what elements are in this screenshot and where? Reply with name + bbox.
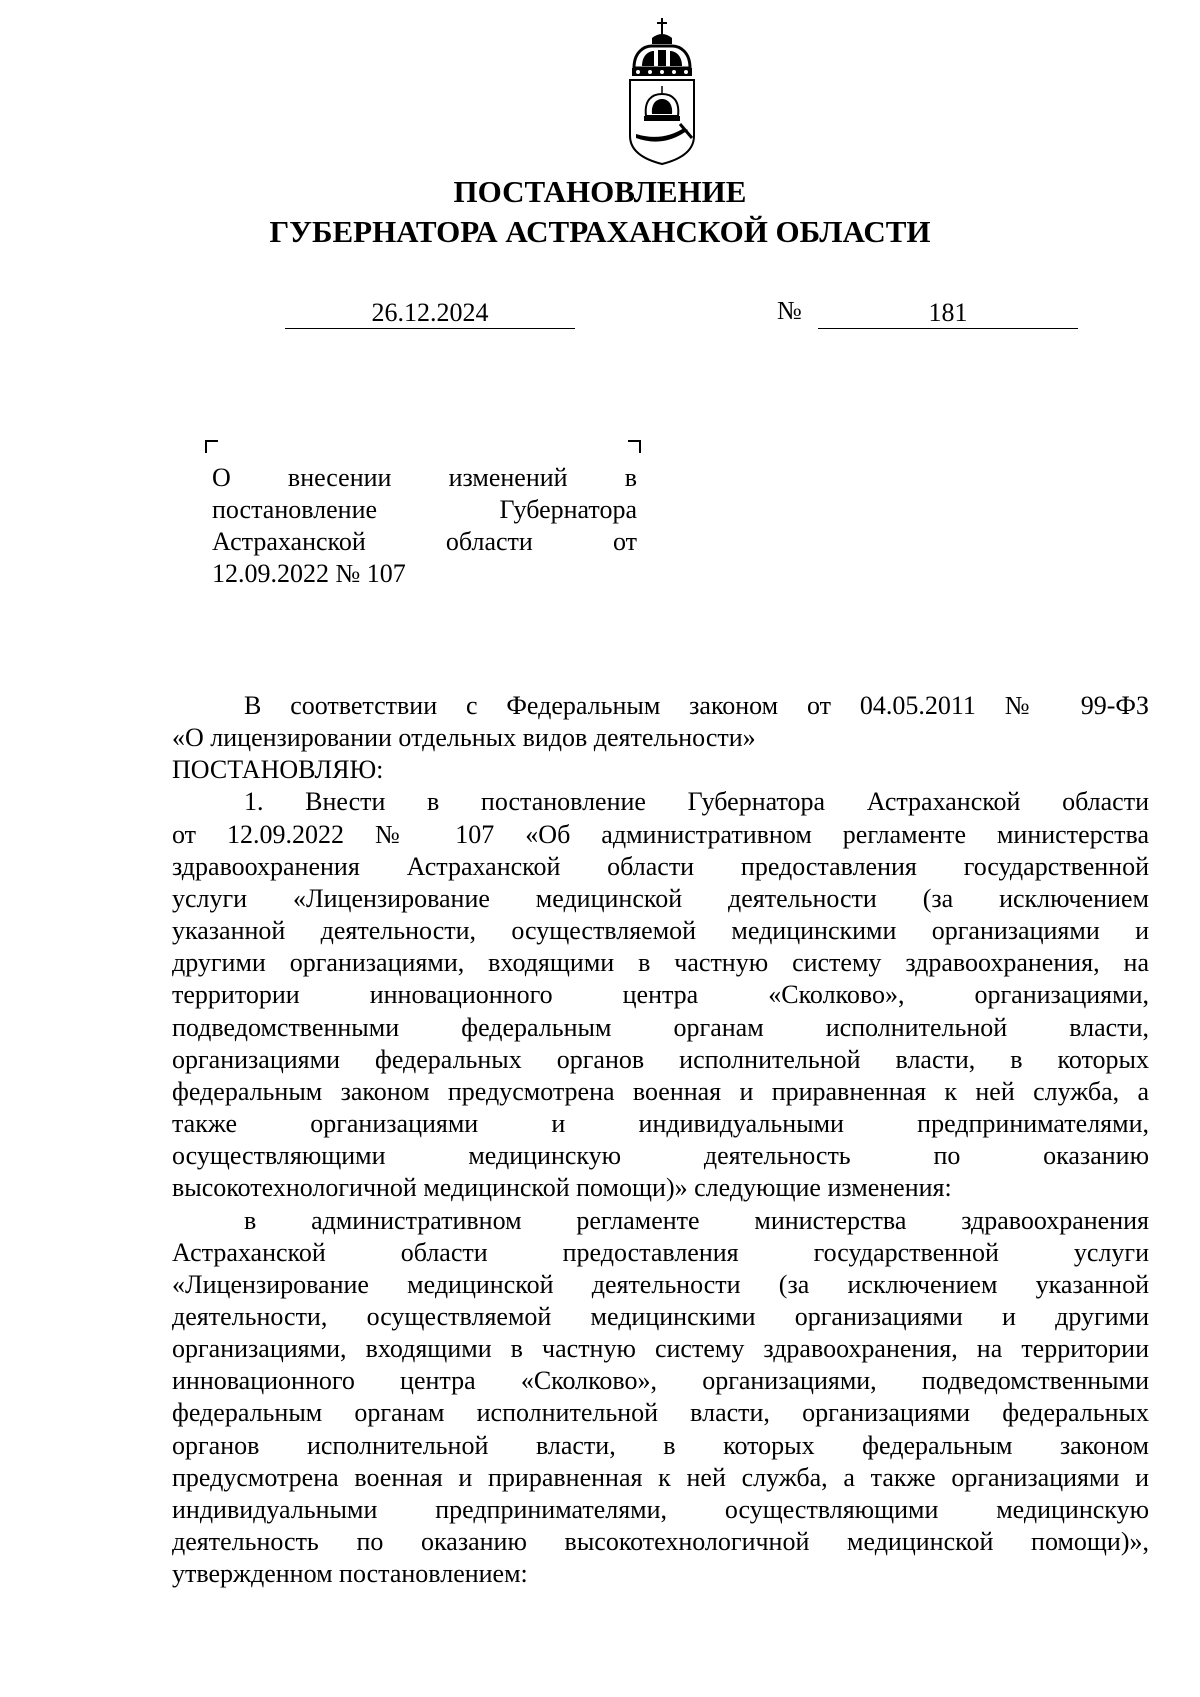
number-sign: №: [777, 296, 802, 325]
body-line: инновационного центра «Сколково», организациями, подведомственными: [172, 1366, 1149, 1396]
subject-line: 12.09.2022 № 107: [212, 559, 406, 588]
body-line: организациями федеральных органов исполнительной власти, в которых: [172, 1044, 1149, 1074]
body-line: 1. Внести в постановление Губернатора Астраханской области: [244, 787, 1149, 817]
body-line: другими организациями, входящими в частную систему здравоохранения, на: [172, 948, 1149, 978]
body-line: указанной деятельности, осуществляемой медицинскими организациями и: [172, 916, 1149, 946]
body-line: здравоохранения Астраханской области предоставления государственной: [172, 851, 1149, 881]
body-line: «Лицензирование медицинской деятельности (за исключением указанной: [172, 1269, 1149, 1299]
body-line: «О лицензировании отдельных видов деятельности»: [172, 723, 756, 753]
coat-of-arms-icon: [622, 16, 702, 166]
subject-line: Астраханской области от: [212, 527, 637, 556]
document-number: 181: [818, 298, 1078, 329]
body-line: утвержденном постановлением:: [172, 1559, 528, 1589]
body-line: федеральным органам исполнительной власти, организациями федеральных: [172, 1398, 1149, 1428]
subject-corner-left: [205, 440, 218, 453]
body-line: органов исполнительной власти, в которых федеральным законом: [172, 1430, 1149, 1460]
body-line: Астраханской области предоставления государственной услуги: [172, 1237, 1149, 1267]
body-line: услуги «Лицензирование медицинской деятельности (за исключением: [172, 883, 1149, 913]
body-line: также организациями и индивидуальными предпринимателями,: [172, 1109, 1149, 1139]
body-line: индивидуальными предпринимателями, осуществляющими медицинскую: [172, 1494, 1149, 1524]
body-line: федеральным законом предусмотрена военная и приравненная к ней служба, а: [172, 1076, 1149, 1106]
body-line: предусмотрена военная и приравненная к ней служба, а также организациями и: [172, 1462, 1149, 1492]
body-line: в административном регламенте министерства здравоохранения: [244, 1205, 1149, 1235]
document-subject: [212, 462, 637, 590]
body-line: деятельность по оказанию высокотехнологичной медицинской помощи)»,: [172, 1527, 1149, 1557]
document-body: [172, 690, 1149, 1590]
subject-line: постановление Губернатора: [212, 495, 637, 524]
document-type-title: ПОСТАНОВЛЕНИЕ: [453, 174, 747, 209]
body-line: ПОСТАНОВЛЯЮ:: [172, 755, 384, 785]
issuer-title: ГУБЕРНАТОРА АСТРАХАНСКОЙ ОБЛАСТИ: [269, 214, 931, 249]
subject-corner-right: [628, 440, 641, 453]
document-date: 26.12.2024: [285, 298, 575, 329]
body-line: подведомственными федеральным органам исполнительной власти,: [172, 1012, 1149, 1042]
body-line: деятельности, осуществляемой медицинскими организациями и другими: [172, 1301, 1149, 1331]
body-line: от 12.09.2022 № 107 «Об административном регламенте министерства: [172, 819, 1149, 849]
subject-line: О внесении изменений в: [212, 463, 637, 492]
body-line: В соответствии с Федеральным законом от 04.05.2011 № 99-ФЗ: [244, 691, 1149, 720]
body-line: территории инновационного центра «Сколково», организациями,: [172, 980, 1149, 1010]
body-line: организациями, входящими в частную систему здравоохранения, на территории: [172, 1334, 1149, 1364]
body-line: высокотехнологичной медицинской помощи)» следующие изменения:: [172, 1173, 952, 1203]
body-line: осуществляющими медицинскую деятельность по оказанию: [172, 1141, 1149, 1171]
